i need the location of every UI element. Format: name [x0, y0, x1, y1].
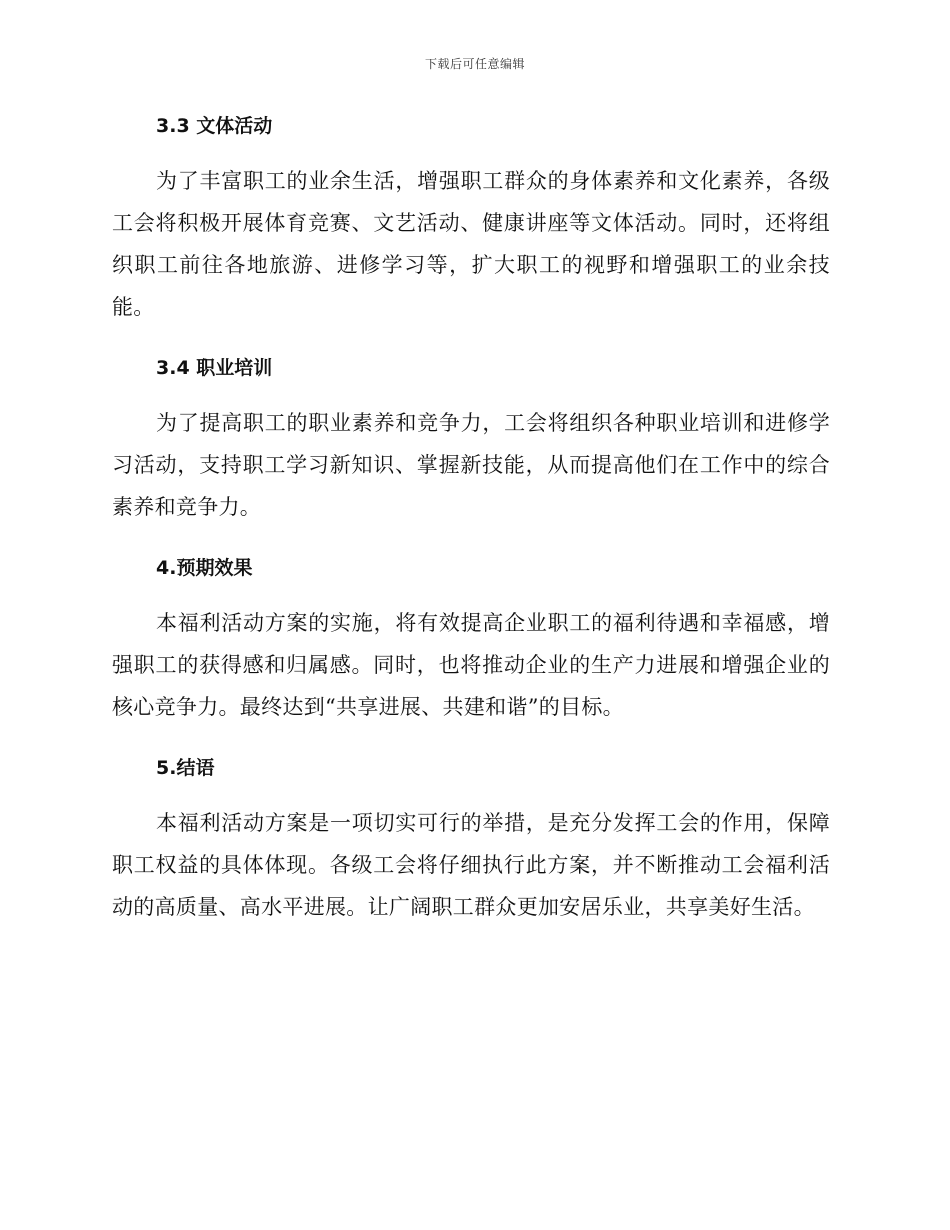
section-5 — [112, 752, 830, 928]
section-heading: 5.结语 — [156, 757, 215, 779]
section-4 — [112, 552, 830, 728]
section-paragraph: 本福利活动方案的实施，将有效提高企业职工的福利待遇和幸福感，增强职工的获得感和归属感。同时，也将推动企业的生产力进展和增强企业的核心竞争力。最终达到“共享进展、共建和谐”的目标。 — [112, 611, 830, 719]
page-header: 下载后可任意编辑 — [424, 57, 525, 71]
section-paragraph: 为了提高职工的职业素养和竞争力，工会将组织各种职业培训和进修学习活动，支持职工学习新知识、掌握新技能，从而提高他们在工作中的综合素养和竞争力。 — [112, 411, 830, 519]
section-heading: 4.预期效果 — [156, 557, 253, 579]
section-3-3 — [112, 110, 830, 328]
section-3-4 — [112, 352, 830, 528]
section-paragraph: 本福利活动方案是一项切实可行的举措，是充分发挥工会的作用，保障职工权益的具体体现。各级工会将仔细执行此方案，并不断推动工会福利活动的高质量、高水平进展。让广阔职工群众更加安居乐业，共享美好生活。 — [112, 811, 830, 919]
section-heading: 3.3 文体活动 — [156, 115, 273, 137]
section-paragraph: 为了丰富职工的业余生活，增强职工群众的身体素养和文化素养，各级工会将积极开展体育竞赛、文艺活动、健康讲座等文体活动。同时，还将组织职工前往各地旅游、进修学习等，扩大职工的视野和增强职工的业余技能。 — [112, 169, 830, 319]
section-heading: 3.4 职业培训 — [156, 357, 273, 379]
document-body — [112, 110, 830, 952]
